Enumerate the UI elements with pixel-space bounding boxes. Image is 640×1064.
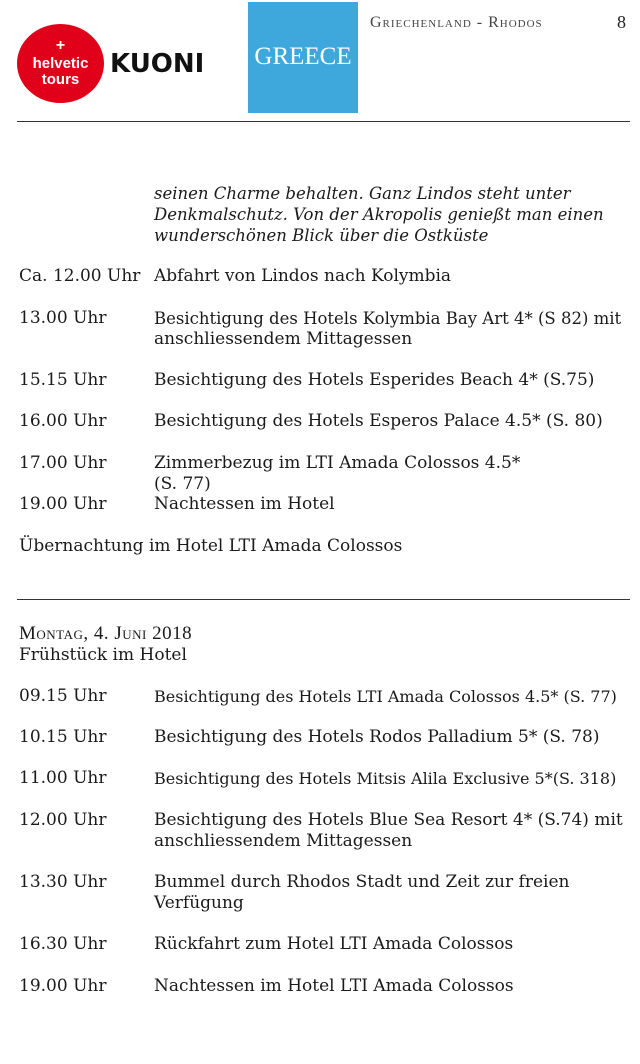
schedule-time: 16.00 Uhr [19,411,107,431]
schedule-description-line: Verfügung [154,893,244,913]
schedule-time: 11.00 Uhr [19,768,107,788]
schedule-description-line: (S. 77) [154,474,211,494]
day-heading: Montag, 4. Juni 2018 [19,623,193,644]
schedule-time: 13.30 Uhr [19,872,107,892]
schedule-description-line: Nachtessen im Hotel [154,494,335,514]
schedule-description-line: Bummel durch Rhodos Stadt und Zeit zur freien [154,872,570,892]
greece-logo [248,2,358,113]
schedule-description [154,411,624,432]
intro-line: wunderschönen Blick über die Ostküste [154,226,489,245]
schedule-description-line: Zimmerbezug im LTI Amada Colossos 4.5* [154,453,521,473]
breakfast-note: Frühstück im Hotel [19,645,187,665]
schedule-description-line: anschliessendem Mittagessen [154,831,413,851]
schedule-description [154,727,624,748]
page-number: 8 [617,12,626,32]
intro-paragraph [154,183,604,246]
schedule-description [154,686,624,707]
kuoni-logo: KUONI [110,49,205,79]
schedule-description [154,370,624,391]
schedule-time: 16.30 Uhr [19,934,107,954]
schedule-description [154,453,624,495]
schedule-description-line: anschliessendem Mittagessen [154,329,413,349]
schedule-time: 15.15 Uhr [19,370,107,390]
schedule-description-line: Abfahrt von Lindos nach Kolymbia [154,266,452,286]
schedule-time: 09.15 Uhr [19,686,107,706]
schedule-description-line: Nachtessen im Hotel LTI Amada Colossos [154,976,514,996]
schedule-description-line: Besichtigung des Hotels Rodos Palladium 5* (S. 78) [154,727,600,747]
schedule-time: 10.15 Uhr [19,727,107,747]
schedule-description-line: Besichtigung des Hotels Blue Sea Resort 4* (S.74) mit [154,810,623,830]
intro-line: Denkmalschutz. Von der Akropolis genießt man einen [154,205,604,224]
helvetic-tours-logo [17,24,104,103]
schedule-description [154,872,624,914]
schedule-description-line: Besichtigung des Hotels LTI Amada Colossos 4.5* (S. 77) [154,687,617,706]
schedule-description [154,494,624,515]
schedule-time: 13.00 Uhr [19,308,107,328]
schedule-time: 12.00 Uhr [19,810,107,830]
intro-line: seinen Charme behalten. Ganz Lindos steht unter [154,184,571,203]
schedule-description [154,768,624,789]
schedule-description-line: Besichtigung des Hotels Mitsis Alila Exclusive 5*(S. 318) [154,769,617,788]
helvetic-plus: + [55,37,66,54]
running-head: Griechenland - Rhodos [370,14,543,31]
day-divider [17,599,630,600]
helvetic-logo-text-tours: tours [41,71,80,88]
helvetic-logo-text: helvetic [32,55,89,72]
schedule-time: 19.00 Uhr [19,976,107,996]
schedule-time: 19.00 Uhr [19,494,107,514]
schedule-description-line: Besichtigung des Hotels Esperides Beach 4* (S.75) [154,370,595,390]
greece-logo-text: GREECE [254,43,352,70]
header-divider [17,121,630,122]
schedule-description [154,308,624,350]
schedule-description-line: Besichtigung des Hotels Esperos Palace 4.5* (S. 80) [154,411,603,431]
schedule-description [154,934,624,955]
schedule-description-line: Rückfahrt zum Hotel LTI Amada Colossos [154,934,514,954]
overnight-note: Übernachtung im Hotel LTI Amada Colossos [19,536,403,556]
schedule-description [154,266,624,287]
schedule-description [154,976,624,997]
schedule-description-line: Besichtigung des Hotels Kolymbia Bay Art 4* (S 82) mit [154,309,622,328]
schedule-time: 17.00 Uhr [19,453,107,473]
schedule-description [154,810,624,852]
schedule-time: Ca. 12.00 Uhr [19,266,141,286]
